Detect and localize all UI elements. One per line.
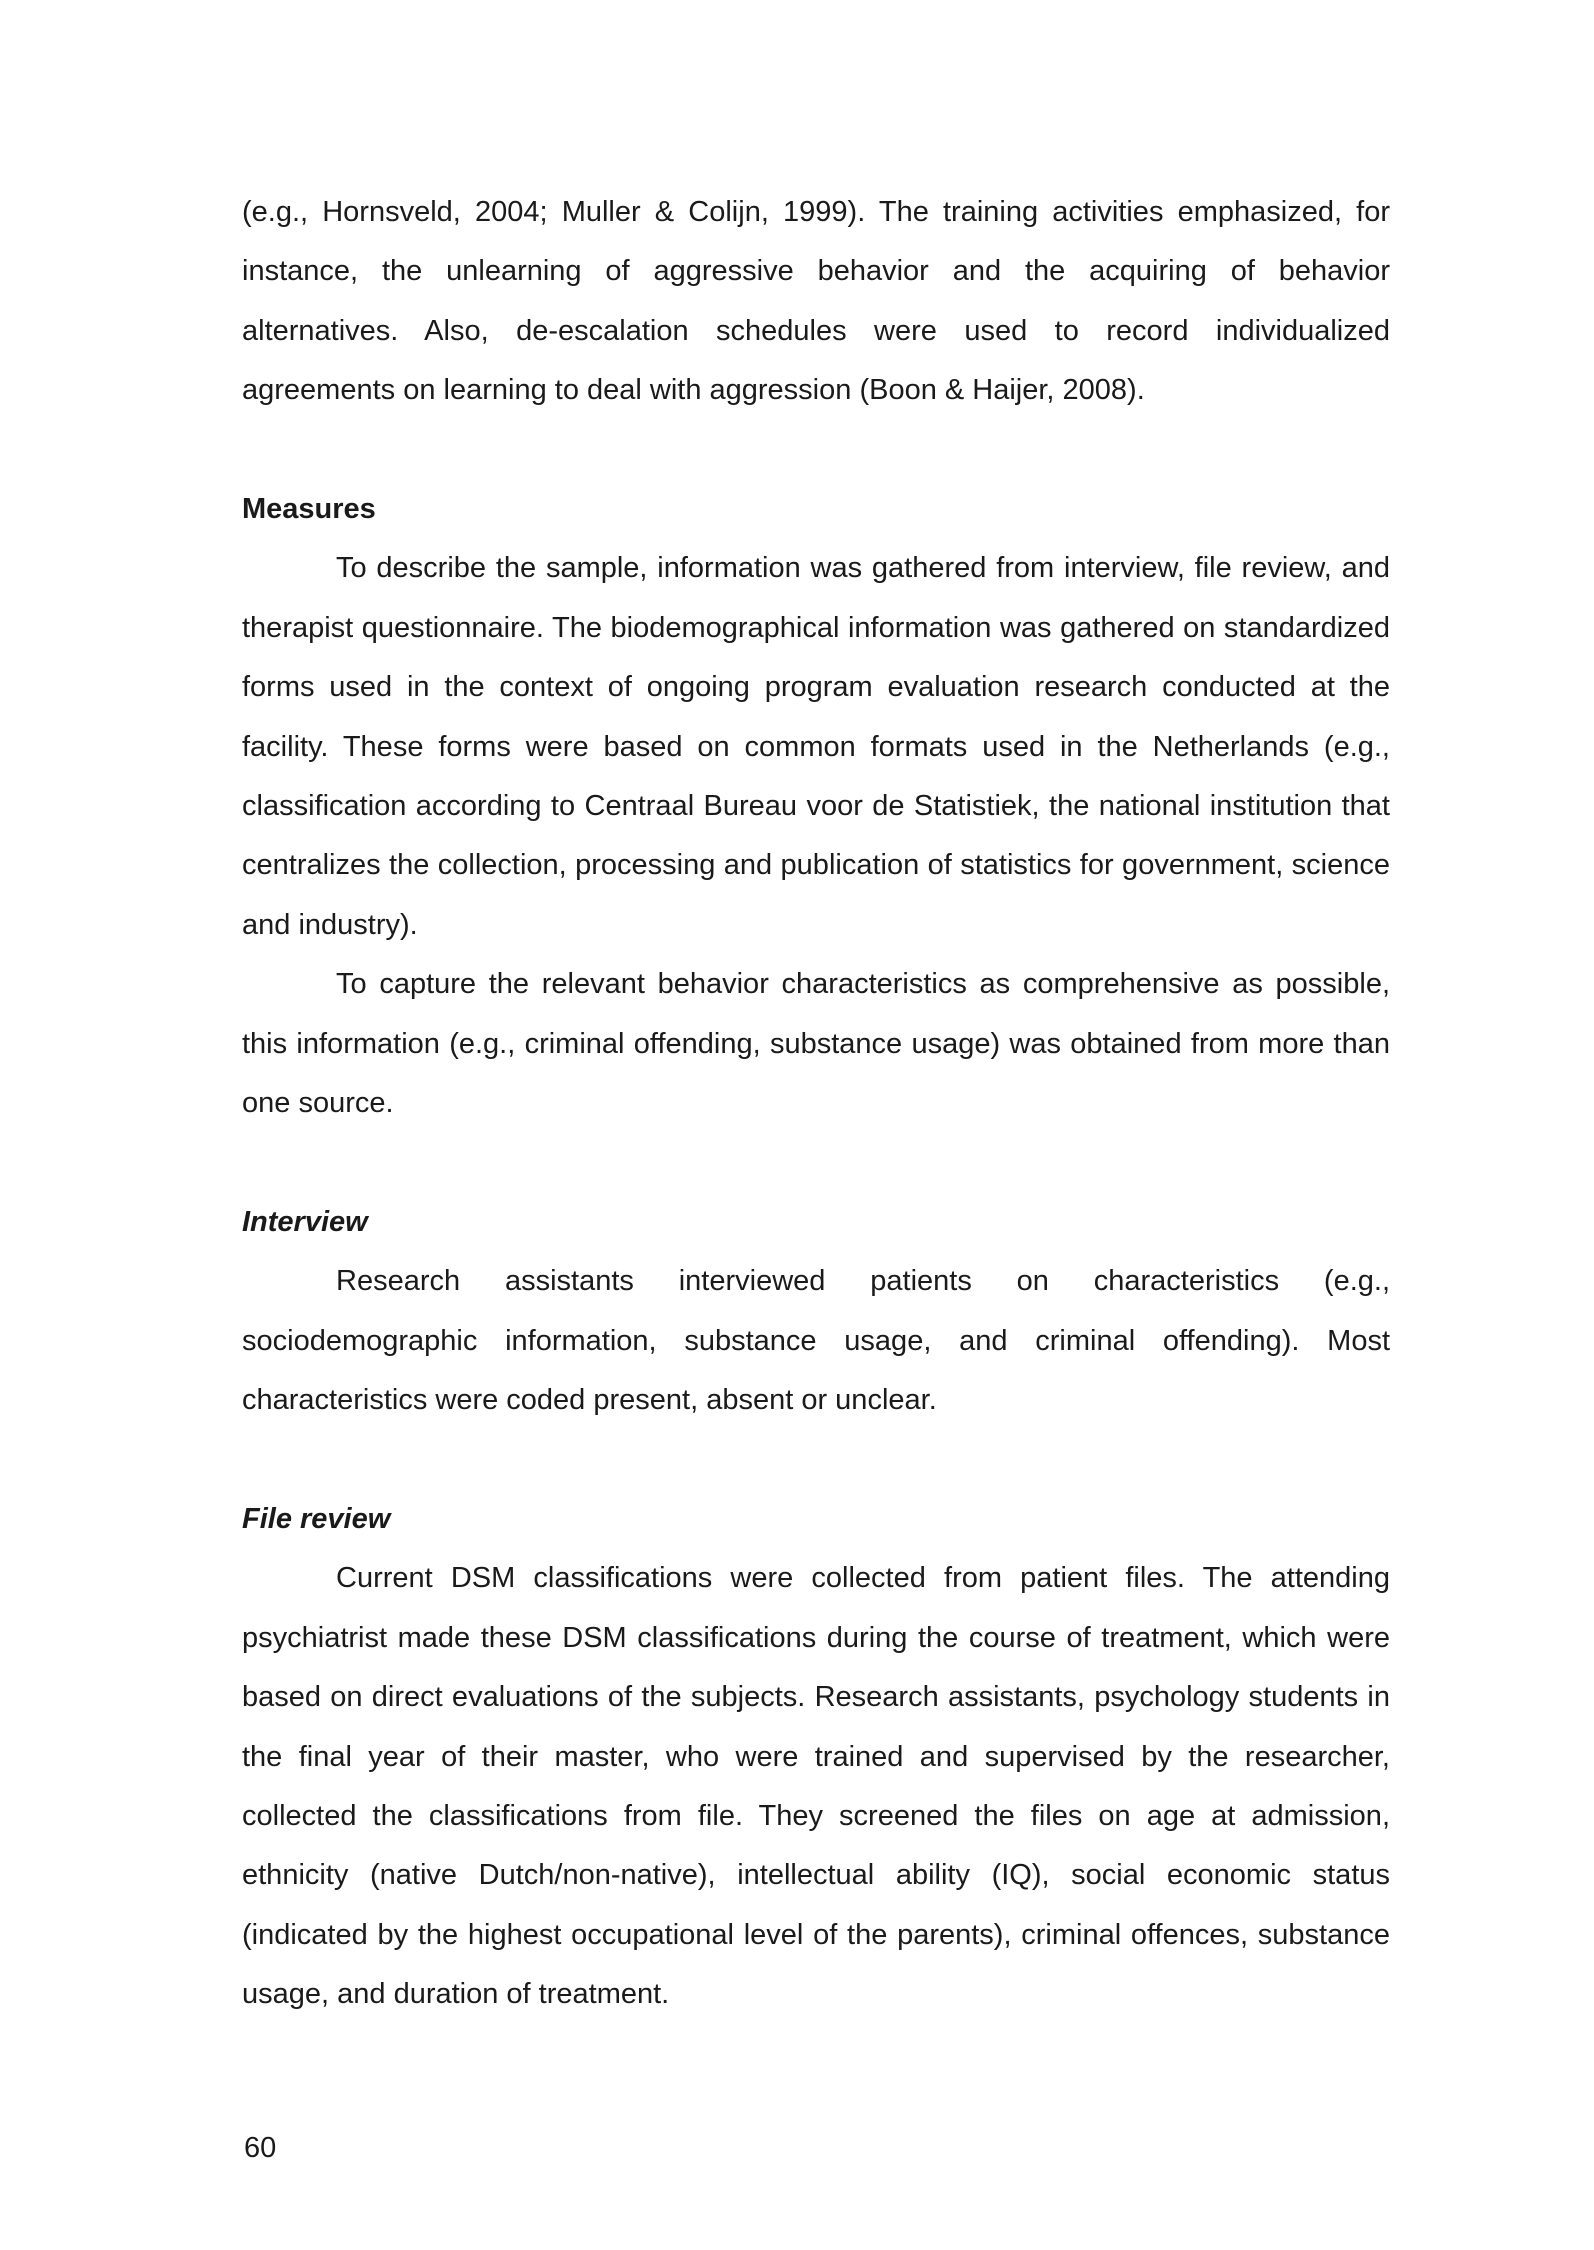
section-gap xyxy=(242,1133,1390,1192)
measures-heading: Measures xyxy=(242,493,376,526)
measures-paragraph-1: To describe the sample, information was gathered from interview, file review, and therapist questionnaire. The biodemographical information was gathered on standardized forms used in the context of ongoing program evaluation research conducted at the facility. These forms were based on common formats used in the Netherlands (e.g., classification according to Centraal Bureau voor de Statistiek, the national institution that centralizes the collection, processing and publication of statistics for government, science and industry). xyxy=(242,552,1390,941)
file-review-paragraph: Current DSM classifications were collected from patient files. The attending psychiatrist made these DSM classifications during the course of treatment, which were based on direct evaluations of the subjects. Research assistants, psychology students in the final year of their master, who were trained and supervised by the researcher, collected the classifications from file. They screened the files on age at admission, ethnicity (native Dutch/non-native), intellectual ability (IQ), social economic status (indicated by the highest occupational level of the parents), criminal offences, substance usage, and duration of treatment. xyxy=(242,1562,1390,2011)
measures-paragraph-2: To capture the relevant behavior characteristics as comprehensive as possible, this information (e.g., criminal offending, substance usage) was obtained from more than one source. xyxy=(242,968,1390,1120)
section-gap xyxy=(242,421,1390,480)
interview-paragraph: Research assistants interviewed patients on characteristics (e.g., sociodemographic information, substance usage, and criminal offending). Most characteristics were coded present, absent or unclear. xyxy=(242,1265,1390,1417)
interview-heading: Interview xyxy=(242,1205,368,1238)
file-review-heading: File review xyxy=(242,1502,391,1535)
intro-paragraph: (e.g., Hornsveld, 2004; Muller & Colijn, 1999). The training activities emphasized, for instance, the unlearning of aggressive behavior and the acquiring of behavior alternatives. Also, de-escalation schedules were used to record individualized agreements on learning to deal with aggression (Boon & Haijer, 2008). xyxy=(242,196,1390,407)
page-body xyxy=(242,183,1390,2025)
section-gap xyxy=(242,1431,1390,1490)
page-number: 60 xyxy=(244,2132,277,2164)
